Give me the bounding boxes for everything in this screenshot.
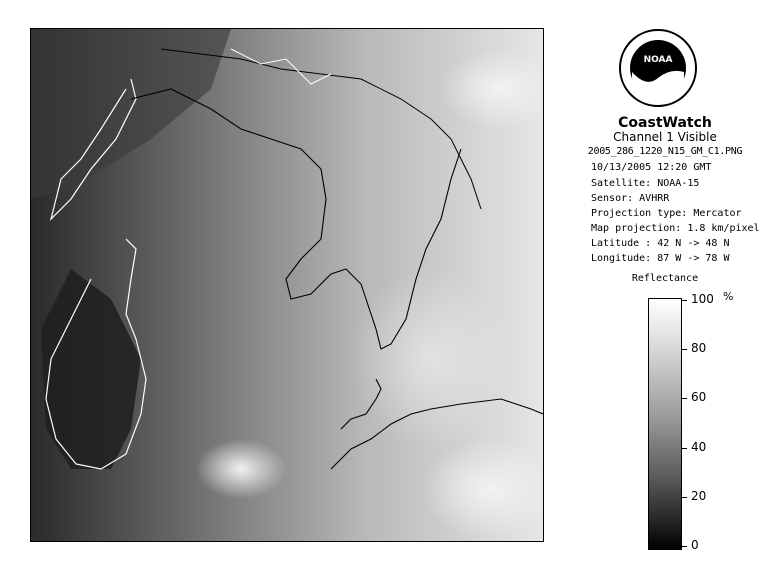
brand-title: CoastWatch	[618, 115, 712, 131]
logo-center-text: NOAA	[643, 55, 673, 65]
map-projection: Map projection: 1.8 km/pixel	[591, 223, 760, 234]
colorbar-tick-label: 0	[691, 538, 699, 552]
cloud-patch	[351, 269, 511, 449]
colorbar-tick	[681, 300, 687, 301]
colorbar-unit: %	[723, 290, 734, 303]
colorbar-tick-label: 60	[691, 390, 707, 405]
colorbar-title: Reflectance	[631, 273, 699, 284]
longitude: Longitude: 87 W -> 78 W	[591, 253, 730, 264]
colorbar-tick-label: 80	[691, 341, 707, 356]
colorbar-tick-label: 40	[691, 439, 707, 454]
colorbar	[648, 298, 682, 550]
colorbar-tick	[681, 546, 687, 547]
latitude: Latitude : 42 N -> 48 N	[591, 238, 730, 249]
map-canvas	[31, 29, 543, 541]
satellite: Satellite: NOAA-15	[591, 178, 700, 189]
colorbar-tick	[681, 497, 687, 498]
colorbar-tick-label: 100	[691, 292, 714, 306]
colorbar-tick	[681, 448, 687, 449]
cloud-patch	[196, 439, 286, 499]
filename: 2005_286_1220_N15_GM_C1.PNG	[587, 146, 743, 157]
datetime: 10/13/2005 12:20 GMT	[591, 162, 712, 173]
sensor: Sensor: AVHRR	[591, 193, 670, 204]
channel-subtitle: Channel 1 Visible	[613, 130, 717, 144]
noaa-logo	[618, 28, 698, 108]
info-panel	[560, 20, 770, 565]
satellite-map	[30, 28, 544, 542]
projection-type: Projection type: Mercator	[591, 208, 742, 219]
colorbar-tick-label: 20	[691, 488, 707, 503]
colorbar-tick	[681, 398, 687, 399]
colorbar-tick	[681, 349, 687, 350]
